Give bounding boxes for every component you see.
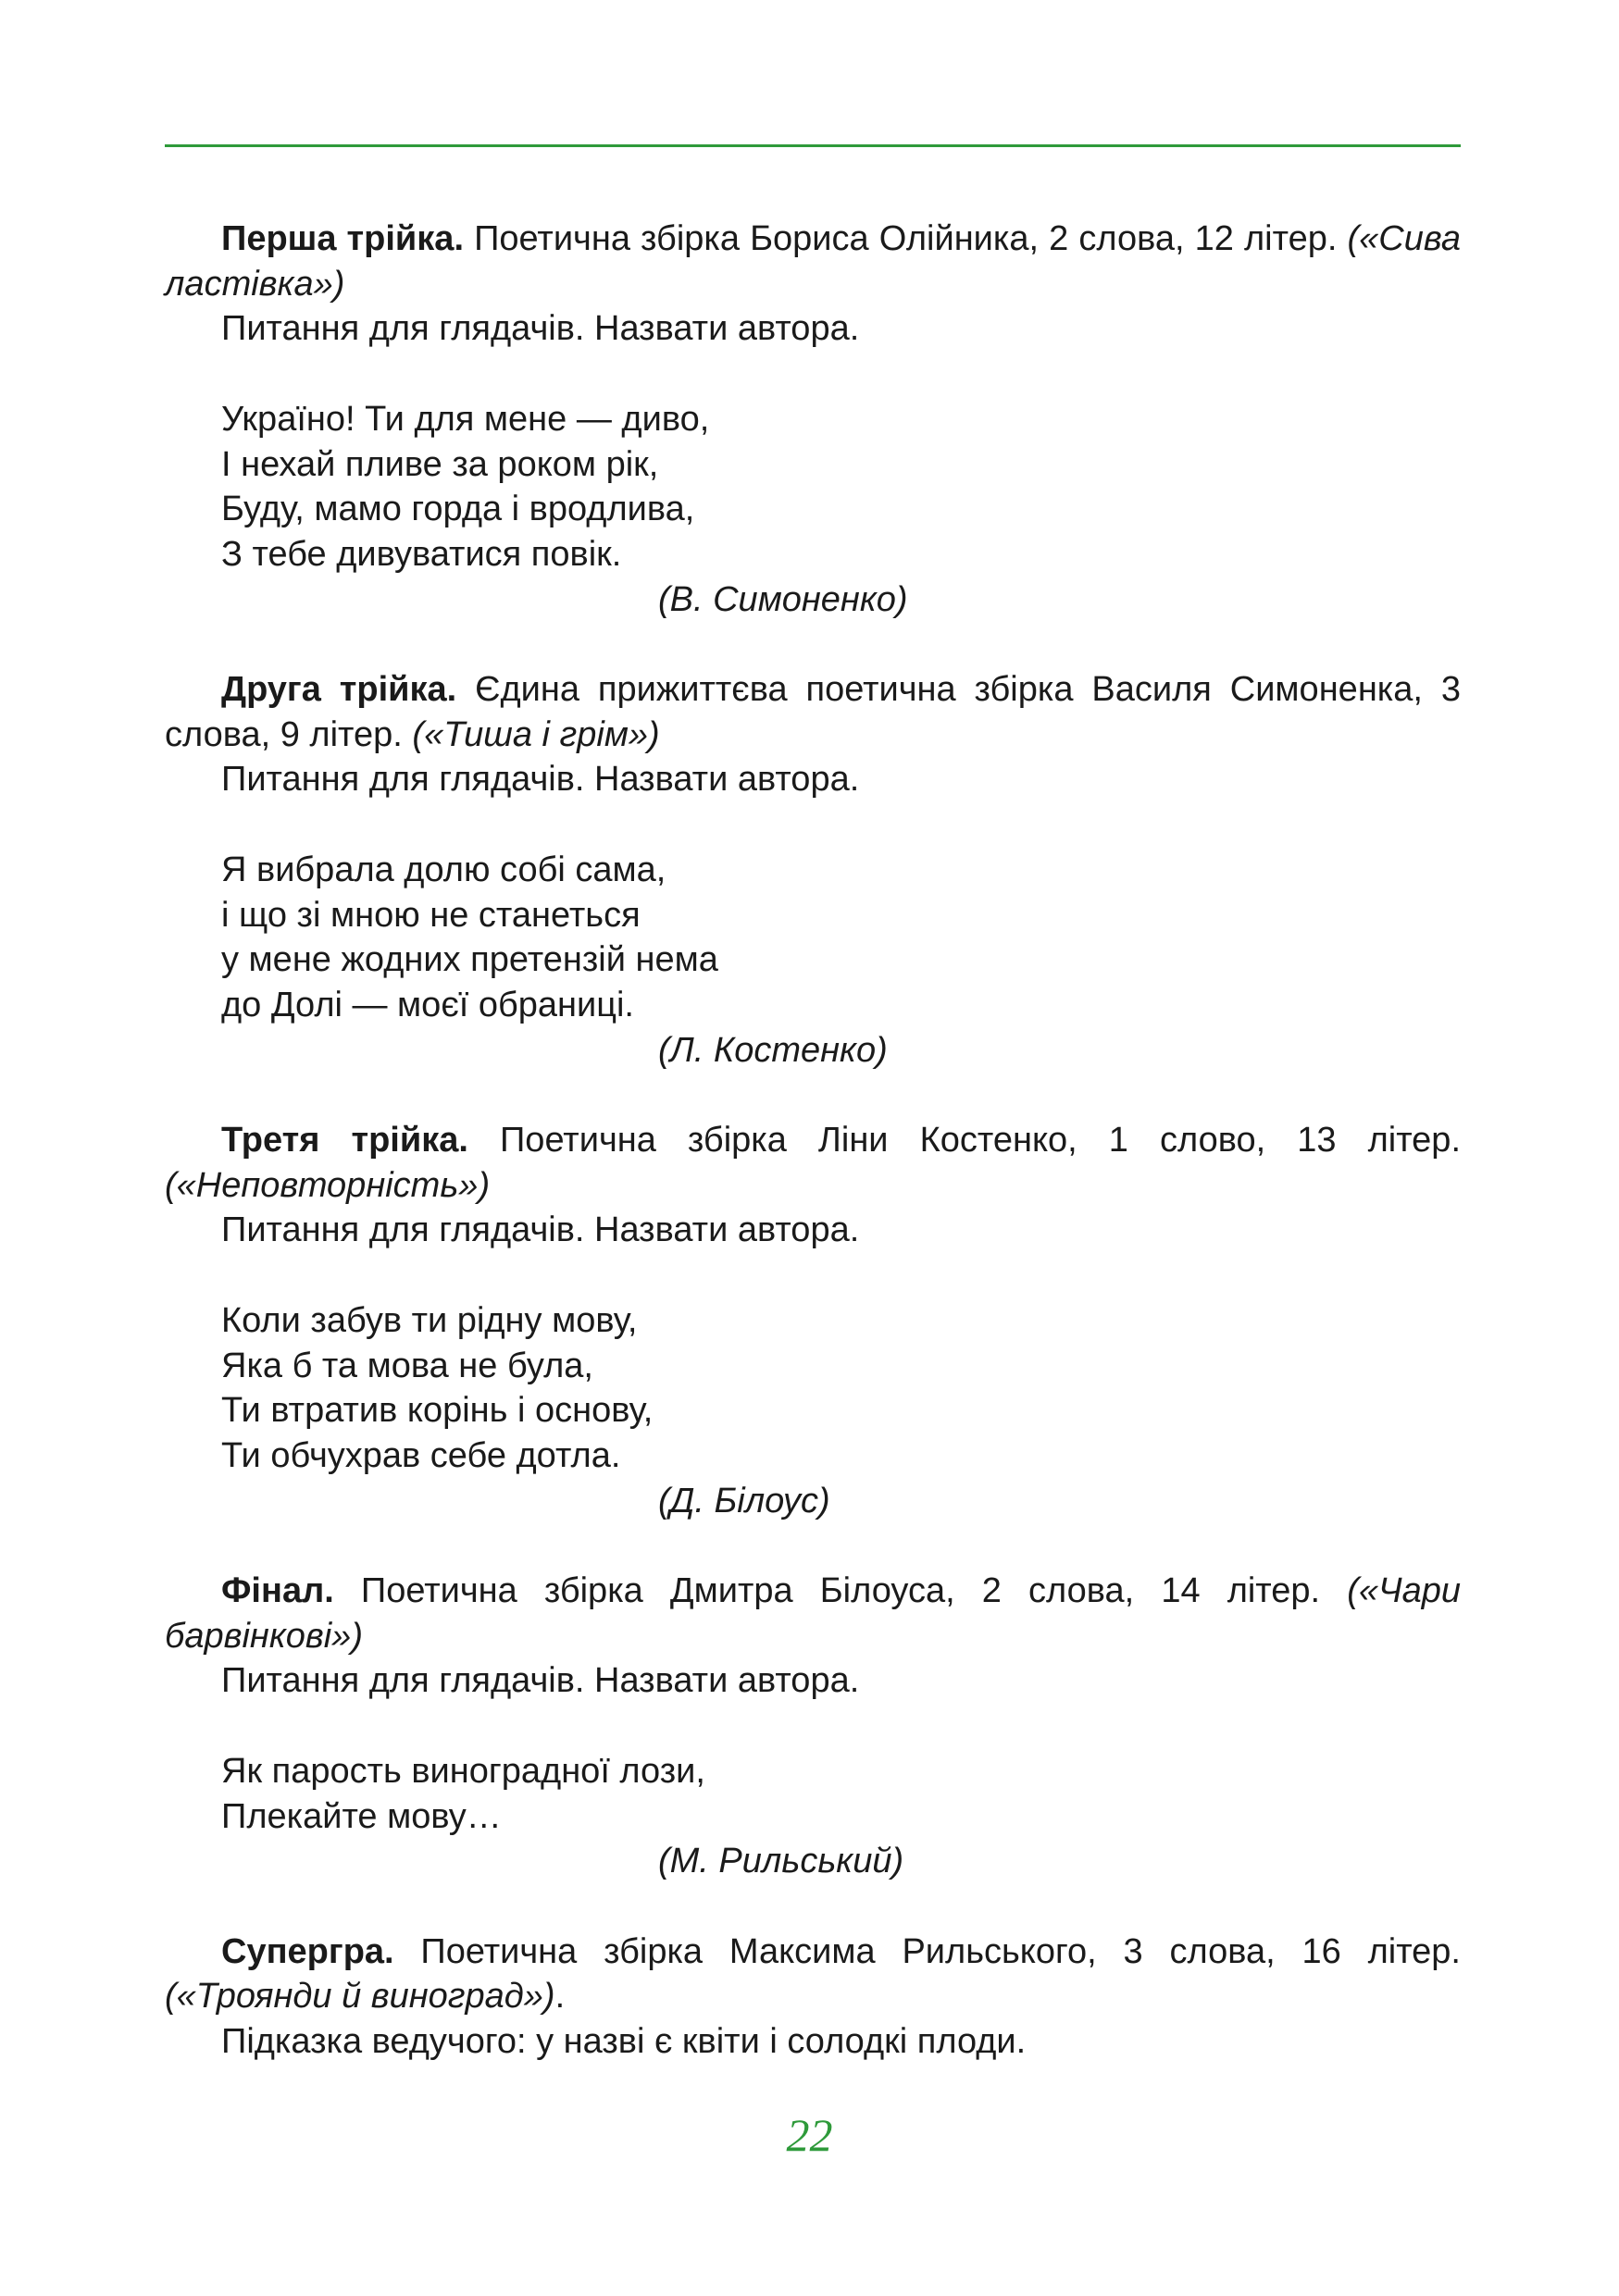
poem-quote (165, 1298, 1461, 1524)
round-heading: Перша трійка. (221, 219, 465, 258)
section-final (165, 1569, 1461, 1884)
round-description (165, 217, 1461, 306)
round-description (165, 667, 1461, 757)
poem-quote (165, 397, 1461, 623)
round-answer: («Неповторність») (165, 1165, 491, 1205)
host-hint: Підказка ведучого: у назві є квіти і солодкі плоди. (221, 2022, 1027, 2061)
poem-line: Плекайте мову… (221, 1796, 502, 1836)
round-description (165, 1118, 1461, 1208)
page-number: 22 (786, 2109, 833, 2161)
page-content (165, 217, 1461, 2065)
round-heading: Супергра. (221, 1931, 394, 1971)
poem-line: у мене жодних претензій нема (221, 940, 718, 980)
poem-attribution: (Л. Костенко) (658, 1030, 888, 1070)
round-description (165, 1569, 1461, 1658)
poem-quote (165, 848, 1461, 1074)
round-heading: Третя трійка. (221, 1121, 468, 1160)
poem-line: Ти обчухрав себе дотла. (221, 1435, 621, 1475)
round-heading: Фінал. (221, 1571, 334, 1610)
poem-line: Буду, мамо горда і вродлива, (221, 490, 695, 529)
poem-line: З тебе дивуватися повік. (221, 534, 622, 574)
round-answer: («Троянди й виноград») (165, 1977, 555, 2017)
audience-question: Питання для глядачів. Назвати автора. (221, 760, 860, 800)
poem-line: Я вибрала долю собі сама, (221, 850, 666, 889)
poem-line: Яка б та мова не була, (221, 1346, 593, 1385)
round-trailing-period: . (554, 1977, 566, 2017)
round-answer: («Сива ластівка») (165, 219, 1461, 304)
poem-line: Україно! Ти для мене — диво, (221, 399, 710, 439)
round-heading: Друга трійка. (221, 670, 457, 709)
poem-line: Як парость виноградної лози, (221, 1751, 705, 1791)
round-answer: («Тиша і грім») (412, 714, 660, 754)
audience-question: Питання для глядачів. Назвати автора. (221, 1210, 860, 1250)
poem-line: Ти втратив корінь і основу, (221, 1391, 654, 1431)
section-second-round (165, 667, 1461, 1073)
section-first-round (165, 217, 1461, 622)
round-text: Поетична збірка Ліни Костенко, 1 слово, 13 літер. (467, 1121, 1461, 1160)
round-answer: («Чари барвінкові») (165, 1571, 1461, 1656)
section-third-round (165, 1118, 1461, 1523)
round-text: Поетична збірка Дмитра Білоуса, 2 слова, 14 літер. (333, 1571, 1348, 1610)
poem-line: до Долі — моєї обраниці. (221, 985, 634, 1024)
audience-question: Питання для глядачів. Назвати автора. (221, 1661, 860, 1701)
poem-attribution: (Д. Білоус) (658, 1481, 830, 1520)
poem-line: Коли забув ти рідну мову, (221, 1300, 638, 1340)
poem-quote (165, 1749, 1461, 1884)
section-supergame (165, 1930, 1461, 2065)
round-text: Єдина прижиттєва поетична збірка Василя Симоненка, 3 слова, 9 літер. (165, 670, 1461, 754)
audience-question: Питання для глядачів. Назвати автора. (221, 309, 860, 349)
round-text: Поетична збірка Бориса Олійника, 2 слова, 12 літер. (464, 219, 1348, 258)
poem-line: І нехай пливе за роком рік, (221, 444, 659, 484)
round-description (165, 1930, 1461, 2019)
poem-attribution: (М. Рильський) (658, 1842, 904, 1881)
round-text: Поетична збірка Максима Рильського, 3 слова, 16 літер. (393, 1931, 1461, 1971)
top-divider (165, 144, 1461, 147)
poem-line: і що зі мною не станеться (221, 895, 641, 935)
poem-attribution: (В. Симоненко) (658, 579, 908, 619)
